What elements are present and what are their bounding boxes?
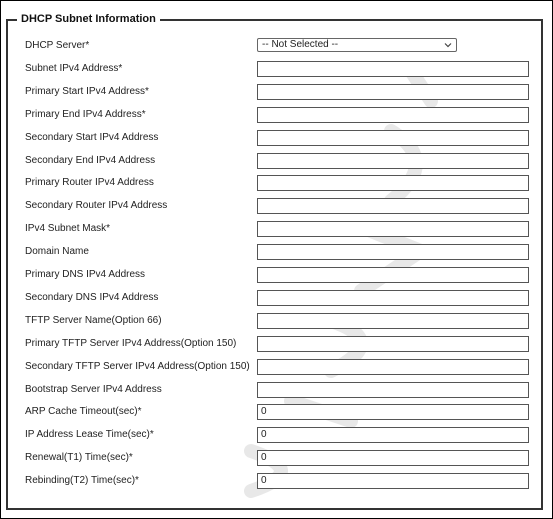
field-label: Primary DNS IPv4 Address — [25, 269, 146, 280]
form-row-subnet-ipv4-address — [25, 61, 533, 79]
form-row-secondary-dns-ipv4-address — [25, 290, 533, 308]
field-label: Secondary End IPv4 Address — [25, 154, 156, 166]
form-row-domain-name — [25, 244, 533, 262]
dhcp-server-select[interactable] — [257, 38, 457, 52]
field-label: Primary Start IPv4 Address* — [25, 85, 149, 97]
field-label: Secondary DNS IPv4 Address — [25, 291, 159, 303]
tftp-server-name-option-66-input[interactable] — [257, 313, 529, 329]
field-label: IPv4 Subnet Mask* — [25, 223, 111, 235]
subnet-ipv4-address-input[interactable] — [257, 61, 529, 77]
bootstrap-server-ipv4-address-input[interactable] — [257, 382, 529, 398]
form-row-renewal-t1-time-sec — [25, 450, 533, 468]
primary-tftp-server-ipv4-address-option-150-input[interactable] — [257, 336, 529, 352]
field-label: Renewal(T1) Time(sec)* — [25, 452, 133, 464]
field-label: Rebinding(T2) Time(sec)* — [25, 475, 139, 487]
primary-end-ipv4-address-input[interactable] — [257, 107, 529, 123]
chevron-down-icon — [443, 40, 453, 50]
form-row-bootstrap-server-ipv4-address — [25, 382, 533, 400]
secondary-router-ipv4-address-input[interactable] — [257, 198, 529, 214]
field-label: TFTP Server Name(Option 66) — [25, 314, 162, 326]
form-row-ip-address-lease-time-sec — [25, 427, 533, 445]
ip-address-lease-time-sec-input[interactable]: 0 — [257, 427, 529, 443]
field-label: Bootstrap Server IPv4 Address — [25, 383, 162, 395]
primary-router-ipv4-address-input[interactable] — [257, 175, 529, 191]
form-row-secondary-tftp-server-ipv4-address-option-150 — [25, 359, 533, 377]
form-row-rebinding-t2-time-sec — [25, 473, 533, 491]
form-row-primary-dns-ipv4-address — [25, 267, 533, 285]
secondary-tftp-server-ipv4-address-option-150-input[interactable] — [257, 359, 529, 375]
form-row-primary-start-ipv4-address — [25, 84, 533, 102]
field-label: Secondary Start IPv4 Address — [25, 131, 159, 143]
form-row-dhcp-server — [25, 38, 533, 56]
field-label: Primary Router IPv4 Address — [25, 177, 154, 189]
secondary-start-ipv4-address-input[interactable] — [257, 130, 529, 146]
form-row-secondary-start-ipv4-address — [25, 130, 533, 148]
form-row-primary-router-ipv4-address — [25, 175, 533, 193]
secondary-dns-ipv4-address-input[interactable] — [257, 290, 529, 306]
renewal-t1-time-sec-input[interactable]: 0 — [257, 450, 529, 466]
select-value: -- Not Selected -- — [262, 39, 339, 50]
form-row-secondary-end-ipv4-address — [25, 153, 533, 171]
form-row-ipv4-subnet-mask — [25, 221, 533, 239]
field-label: IP Address Lease Time(sec)* — [25, 429, 154, 441]
field-label: Domain Name — [25, 246, 89, 258]
field-label: Subnet IPv4 Address* — [25, 62, 123, 74]
section-title: DHCP Subnet Information — [17, 13, 160, 26]
field-label: Primary TFTP Server IPv4 Address(Option 150) — [25, 337, 237, 349]
rebinding-t2-time-sec-input[interactable]: 0 — [257, 473, 529, 489]
form-row-tftp-server-name-option-66 — [25, 313, 533, 331]
field-label: DHCP Server* — [25, 40, 90, 51]
field-label: Secondary Router IPv4 Address — [25, 200, 168, 212]
field-label: Primary End IPv4 Address* — [25, 108, 146, 120]
primary-start-ipv4-address-input[interactable] — [257, 84, 529, 100]
secondary-end-ipv4-address-input[interactable] — [257, 153, 529, 169]
field-label: Secondary TFTP Server IPv4 Address(Option 150) — [25, 360, 250, 372]
domain-name-input[interactable] — [257, 244, 529, 260]
form-row-primary-end-ipv4-address — [25, 107, 533, 125]
field-label: ARP Cache Timeout(sec)* — [25, 406, 142, 418]
form-row-secondary-router-ipv4-address — [25, 198, 533, 216]
ipv4-subnet-mask-input[interactable] — [257, 221, 529, 237]
form-row-arp-cache-timeout-sec — [25, 404, 533, 422]
form-row-primary-tftp-server-ipv4-address-option-150 — [25, 336, 533, 354]
arp-cache-timeout-sec-input[interactable]: 0 — [257, 404, 529, 420]
primary-dns-ipv4-address-input[interactable] — [257, 267, 529, 283]
